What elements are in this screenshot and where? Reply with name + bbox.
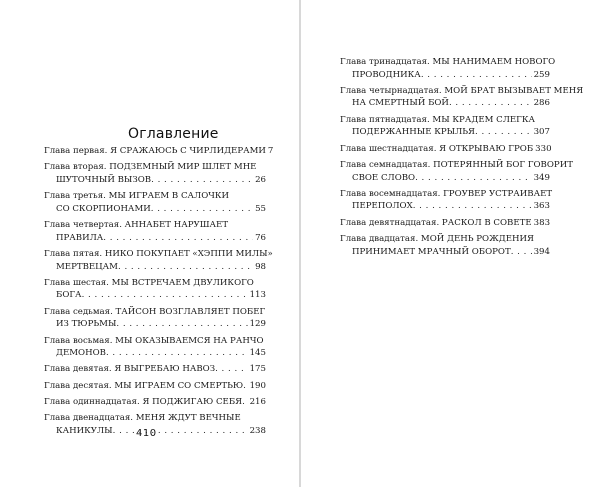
toc-entry-line [340,233,550,246]
chapter-title: Глава одиннадцатая. Я ПОДЖИГАЮ СЕБЯ [44,396,243,407]
chapter-title: Глава шестая. МЫ ВСТРЕЧАЕМ ДВУЛИКОГО [44,277,254,288]
chapter-title: Глава пятая. НИКО ПОКУПАЕТ «ХЭППИ МИЛЫ» [44,248,273,259]
toc-entry-line [44,219,266,232]
toc-entry [44,145,274,158]
chapter-title: Глава восьмая. МЫ ОКАЗЫВАЕМСЯ НА РАНЧО [44,335,264,346]
toc-entry [44,363,266,376]
dot-leader [82,289,248,302]
dot-leader [475,126,532,139]
toc-entry [340,188,553,213]
toc-entry [340,56,556,81]
toc-entry-line [44,161,266,174]
chapter-page-number: 98 [255,261,266,272]
dot-leader [511,246,532,259]
toc-entry-line [340,126,550,139]
chapter-page-number: 330 [535,143,552,154]
toc-entry-line [44,248,273,261]
chapter-title: Глава девятая. Я ВЫГРЕБАЮ НАВОЗ [44,364,216,375]
dot-leader [118,261,253,274]
chapter-page-number: 26 [255,174,266,185]
dot-leader [113,425,248,438]
chapter-page-number: 383 [533,217,551,228]
toc-entry-line [340,217,550,230]
toc-entry [340,114,550,139]
chapter-title: ПОДЕРЖАННЫЕ КРЫЛЬЯ [352,127,475,138]
toc-entry [340,233,550,258]
toc-entry [44,277,266,302]
chapter-title: ПРАВИЛА [56,232,104,243]
dot-leader [215,363,248,376]
chapter-page-number: 286 [533,98,550,109]
toc-entry [44,248,273,273]
toc-entry [340,159,573,184]
chapter-page-number: 175 [249,364,266,375]
chapter-title: Глава семнадцатая. ПОТЕРЯННЫЙ БОГ ГОВОРИТ [340,159,573,170]
chapter-title: ШУТОЧНЫЙ ВЫЗОВ [56,174,152,185]
chapter-title: ПЕРЕПОЛОХ [352,201,413,212]
toc-entry-line [340,56,556,69]
dot-leader [103,232,253,245]
chapter-title: СО СКОРПИОНАМИ [56,203,151,214]
dot-leader [413,200,532,213]
toc-entry-line [44,306,266,319]
toc-entry-line [44,289,266,302]
toc-entry-line [340,172,550,185]
chapter-title: ДЕМОНОВ [56,348,106,359]
chapter-title: Глава седьмая. ТАЙСОН ВОЗГЛАВЛЯЕТ ПОБЕГ [44,306,266,317]
toc-entry-line [340,69,550,82]
chapter-page-number: 394 [533,246,550,257]
toc-entry-line [44,380,266,393]
toc-entry [340,85,584,110]
chapter-title: СВОЕ СЛОВО [352,172,416,183]
chapter-title: Глава двадцатая. МОЙ ДЕНЬ РОЖДЕНИЯ [340,233,534,244]
chapter-page-number: 363 [533,201,550,212]
chapter-title: Глава шестнадцатая. Я ОТКРЫВАЮ ГРОБ [340,143,534,154]
toc-entry [44,161,266,186]
toc-entry-line [44,412,266,425]
chapter-title: Глава восемнадцатая. ГРОУВЕР УСТРАИВАЕТ [340,188,553,199]
toc-entry-line [340,159,573,172]
dot-leader [106,347,248,360]
toc-entry-line [340,246,550,259]
toc-entry-line [44,261,266,274]
toc-entry-line [44,277,266,290]
chapter-page-number: 129 [249,319,266,330]
toc-entry-line [44,145,274,158]
chapter-title: Глава двенадцатая. МЕНЯ ЖДУТ ВЕЧНЫЕ [44,413,241,424]
toc-entry-line [44,396,266,409]
chapter-page-number: 349 [533,172,550,183]
chapter-title: ПРОВОДНИКА [352,69,421,80]
chapter-title: КАНИКУЛЫ [56,425,113,436]
dot-leader [151,174,253,187]
toc-entry-line [340,188,553,201]
chapter-title: Глава первая. Я СРАЖАЮСЬ С ЧИРЛИДЕРАМИ [44,146,266,156]
chapter-page-number: 7 [267,146,274,156]
chapter-page-number: 76 [255,232,266,243]
chapter-page-number: 238 [249,425,266,436]
toc-entry [44,190,266,215]
dot-leader [415,172,532,185]
chapter-title: Глава десятая. МЫ ИГРАЕМ СО СМЕРТЬЮ [44,380,244,391]
dot-leader [421,69,532,82]
chapter-page-number: 216 [249,396,266,407]
chapter-title: Глава пятнадцатая. МЫ КРАДЕМ СЛЕГКА [340,114,536,125]
toc-heading: Оглавление [128,126,219,142]
toc-entry [340,217,550,230]
toc-entry-line [44,232,266,245]
toc-entry [44,219,266,244]
toc-entry-line [44,335,266,348]
chapter-page-number: 145 [249,348,266,359]
toc-entry-line [44,190,266,203]
dot-leader [151,203,253,216]
toc-entry [44,396,266,409]
chapter-title: ИЗ ТЮРЬМЫ [56,319,117,330]
chapter-page-number: 307 [533,127,550,138]
dot-leader [116,318,247,331]
toc-entry-line [340,97,550,110]
toc-list-right [340,56,584,262]
chapter-title: Глава третья. МЫ ИГРАЕМ В САЛОЧКИ [44,191,230,202]
chapter-title: Глава тринадцатая. МЫ НАНИМАЕМ НОВОГО [340,57,556,67]
page-number: 410 [136,428,157,439]
chapter-title: Глава девятнадцатая. РАСКОЛ В СОВЕТЕ [340,217,532,228]
toc-entry-line [44,318,266,331]
chapter-title: НА СМЕРТНЫЙ БОЙ [352,98,449,109]
chapter-title: Глава четвертая. АННАБЕТ НАРУШАЕТ [44,220,229,231]
left-page [0,0,299,487]
toc-entry-line [340,85,584,98]
toc-entry-line [44,347,266,360]
toc-entry-line [44,174,266,187]
chapter-page-number: 259 [533,69,550,80]
toc-entry-line [340,114,550,127]
toc-entry-line [44,363,266,376]
right-page [301,0,600,487]
toc-list-left [44,145,274,441]
toc-entry [44,380,266,393]
chapter-page-number: 55 [255,203,266,214]
chapter-title: Глава четырнадцатая. МОЙ БРАТ ВЫЗЫВАЕТ МЕНЯ [340,85,584,96]
toc-entry-line [44,203,266,216]
toc-entry [340,143,550,156]
chapter-title: Глава вторая. ПОДЗЕМНЫЙ МИР ШЛЕТ МНЕ [44,162,257,173]
toc-entry-line [340,200,550,213]
toc-entry [44,306,266,331]
chapter-title: ПРИНИМАЕТ МРАЧНЫЙ ОБОРОТ [352,246,511,257]
dot-leader [449,97,532,110]
chapter-page-number: 113 [249,290,266,301]
chapter-title: БОГА [56,290,82,301]
toc-entry-line [340,143,550,156]
toc-entry [44,335,266,360]
chapter-page-number: 190 [249,380,266,391]
chapter-title: МЕРТВЕЦАМ [56,261,118,272]
